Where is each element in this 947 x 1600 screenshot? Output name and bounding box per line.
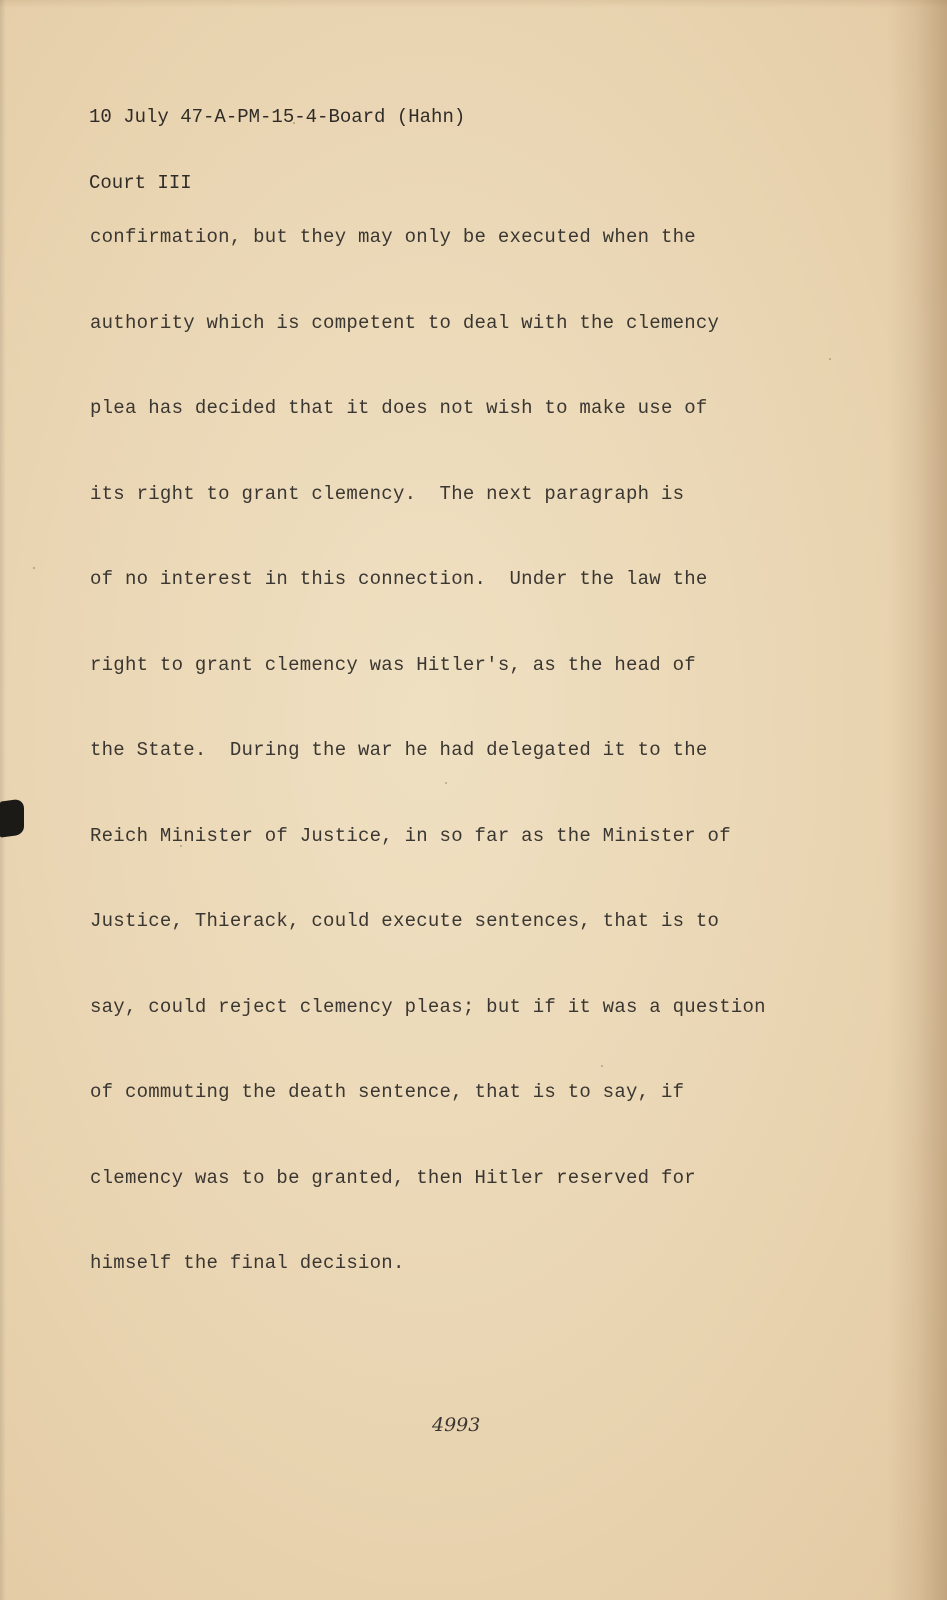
body-line: himself the final decision. bbox=[90, 1252, 405, 1274]
paper-speck bbox=[445, 782, 447, 784]
body-line: plea has decided that it does not wish to make use of bbox=[90, 397, 708, 419]
body-line: of no interest in this connection. Under the law the bbox=[90, 568, 708, 590]
paper-speck bbox=[293, 122, 295, 124]
header-court-line: Court III bbox=[89, 172, 192, 194]
body-line: confirmation, but they may only be executed when the bbox=[90, 226, 696, 248]
body-line: the State. During the war he had delegated it to the bbox=[90, 739, 708, 761]
transcript-body bbox=[90, 179, 850, 1335]
body-line: authority which is competent to deal with the clemency bbox=[90, 311, 720, 334]
body-line: its right to grant clemency. The next paragraph is bbox=[90, 482, 685, 505]
body-line: of commuting the death sentence, that is to say, if bbox=[90, 1081, 685, 1103]
page-number: 4993 bbox=[432, 1414, 481, 1436]
body-line: Justice, Thierack, could execute sentences, that is to bbox=[90, 910, 720, 932]
body-line: Reich Minister of Justice, in so far as the Minister of bbox=[90, 824, 731, 847]
body-line: clemency was to be granted, then Hitler reserved for bbox=[90, 1166, 696, 1189]
body-line: right to grant clemency was Hitler's, as the head of bbox=[90, 653, 696, 676]
paper-speck bbox=[180, 845, 182, 847]
header-reference-line: 10 July 47-A-PM-15-4-Board (Hahn) bbox=[89, 106, 466, 128]
paper-speck bbox=[33, 567, 35, 569]
paper-speck bbox=[829, 358, 831, 360]
paper-speck bbox=[601, 1065, 603, 1067]
binder-clip-mark bbox=[0, 798, 24, 837]
body-line: say, could reject clemency pleas; but if it was a question bbox=[90, 995, 766, 1018]
